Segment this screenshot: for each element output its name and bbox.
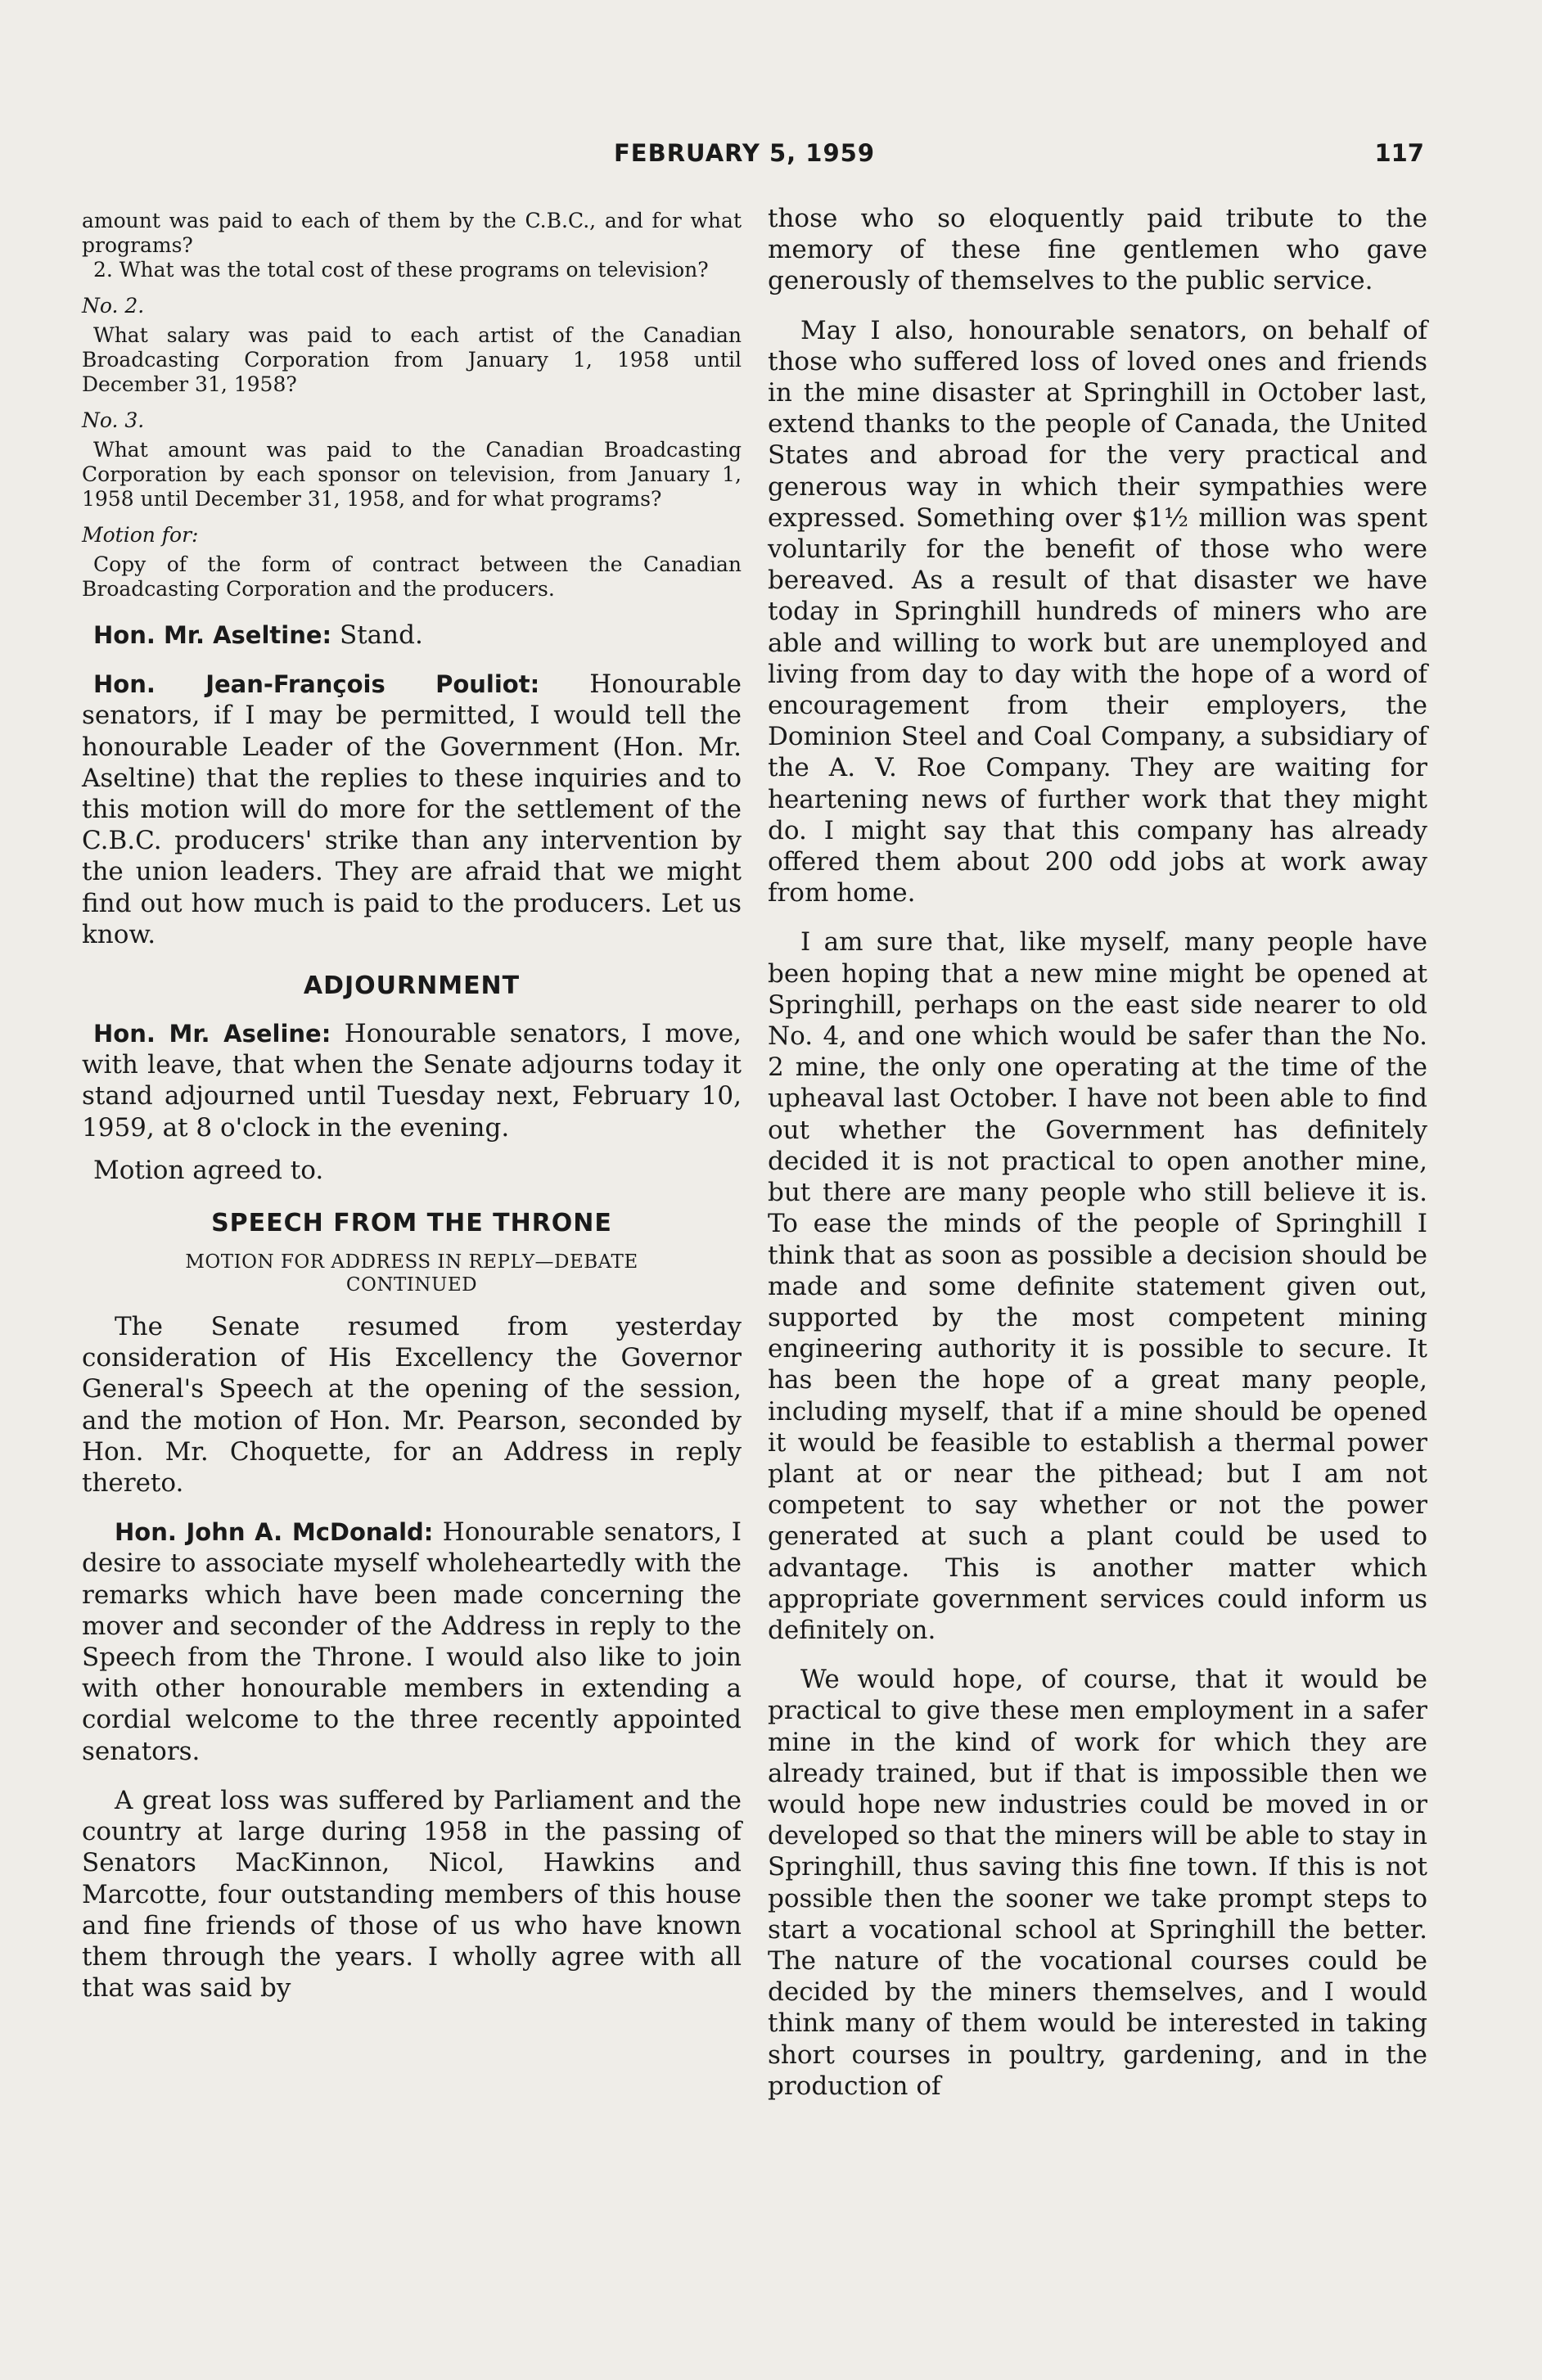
tribute-paragraph: those who so eloquently paid tribute to the memory of these fine gentlemen who gave generously of themselves to the public service. [768,204,1427,296]
mcdonald-statement [82,1517,742,1767]
question-continuation: amount was paid to each of them by the C.B.C., and for what programs? [82,209,742,257]
right-column [768,203,1427,2102]
statement-text: Stand. [331,620,423,650]
speaker-name: Hon. Mr. Aseline: [93,1020,331,1048]
speech-heading: SPEECH FROM THE THRONE [211,1209,612,1238]
question-no3-text: What amount was paid to the Canadian Broadcasting Corporation by each sponsor on television, from January 1, 1958 until December 31, 1958, and for what programs? [82,438,742,511]
aseline-statement [82,1018,742,1143]
great-loss-paragraph: A great loss was suffered by Parliament and the country at large during 1958 in the passing of Senators MacKinnon, Nicol, Hawkins and Marcotte, four outstanding members of this house and fine friends of those of us who have known them through the years. I wholly agree with all that was said by [82,1785,742,2004]
springhill-disaster-paragraph: May I also, honourable senators, on behalf of those who suffered loss of loved ones and friends in the mine disaster at Springhill in October last, extend thanks to the people of Canada, the United States and abroad for the very practical and generous way in which their sympathies were expressed. Something over $1½ million was spent voluntarily for the benefit of those who were bereaved. As a result of that disaster we have today in Springhill hundreds of miners who are able and willing to work but are unemployed and living from day to day with the hope of a word of encouragement from their employers, the Dominion Steel and Coal Company, a subsidiary of the A. V. Roe Company. They are waiting for heartening news of further work that they might do. I might say that this company has already offered them about 200 odd jobs at work away from home. [768,315,1427,908]
speech-subheading-continued: CONTINUED [345,1274,478,1296]
page-number: 117 [1374,139,1424,167]
statement-text: Honourable senators, if I may be permitted, I would tell the honourable Leader of the Government (Hon. Mr. Aseltine) that the replies to these inquiries and to this motion will do more for the settlement of the C.B.C. producers' strike than any intervention by the union leaders. They are afraid that we might find out how much is paid to the producers. Let us know. [82,669,742,949]
statement-text: Honourable senators, I move, with leave, that when the Senate adjourns today it stand adjourned until Tuesday next, February 10, 1959, at 8 o'clock in the evening. [82,1019,742,1143]
motion-text: Copy of the form of contract between the Canadian Broadcasting Corporation and the producers. [82,552,742,601]
motion-agreed: Motion agreed to. [93,1155,324,1185]
question-no3-label: No. 3. [82,408,145,432]
senate-resumed-paragraph: The Senate resumed from yesterday consideration of His Excellency the Governor General's Speech at the opening of the session, and the motion of Hon. Mr. Pearson, seconded by Hon. Mr. Choquette, for an Address in reply thereto. [82,1312,742,1499]
question-no2-label: No. 2. [82,294,145,318]
question-item-2: 2. What was the total cost of these programs on television? [93,258,709,282]
new-mine-paragraph: I am sure that, like myself, many people have been hoping that a new mine might be opened at Springhill, perhaps on the east side nearer to old No. 4, and one which would be safer than the No. 2 mine, the only one operating at the time of the upheaval last October. I have not been able to find out whether the Government has definitely decided it is not practical to open another mine, but there are many people who still believe it is. To ease the minds of the people of Springhill I think that as soon as possible a decision should be made and some definite statement given out, supported by the most competent mining engineering authority it is possible to secure. It has been the hope of a great many people, including myself, that if a mine should be opened it would be feasible to establish a thermal power plant at or near the pithead; but I am not competent to say whether or not the power generated at such a plant could be used to advantage. This is another matter which appropriate government services could inform us definitely on. [768,927,1427,1645]
page-header [82,139,1424,180]
page-date: FEBRUARY 5, 1959 [614,139,875,167]
speaker-name: Hon. Mr. Aseltine: [93,621,332,649]
motion-label: Motion for: [82,523,199,547]
adjournment-heading: ADJOURNMENT [303,971,521,1001]
speaker-name: Hon. Jean-François Pouliot: [93,670,540,699]
question-no2-text: What salary was paid to each artist of the Canadian Broadcasting Corporation from January 1, 1958 until December 31, 1958? [82,323,742,396]
statement-text: Honourable senators, I desire to associate myself wholeheartedly with the remarks which have been made concerning the mover and seconder of the Address in reply to the Speech from the Throne. I would also like to join with other honourable members in extending a cordial welcome to the three recently appointed senators. [82,1517,742,1766]
left-column [82,209,742,2004]
employment-paragraph: We would hope, of course, that it would be practical to give these men employment in a safer mine in the kind of work for which they are already trained, but if that is impossible then we would hope new industries could be moved in or developed so that the miners will be able to stay in Springhill, thus saving this fine town. If this is not possible then the sooner we take prompt steps to start a vocational school at Springhill the better. The nature of the vocational courses could be decided by the miners themselves, and I would think many of them would be interested in taking short courses in poultry, gardening, and in the production of [768,1665,1427,2101]
aseltine-statement [82,620,742,651]
speaker-name: Hon. John A. McDonald: [115,1518,434,1547]
pouliot-statement [82,669,742,950]
speech-subheading: MOTION FOR ADDRESS IN REPLY—DEBATE [185,1251,638,1273]
